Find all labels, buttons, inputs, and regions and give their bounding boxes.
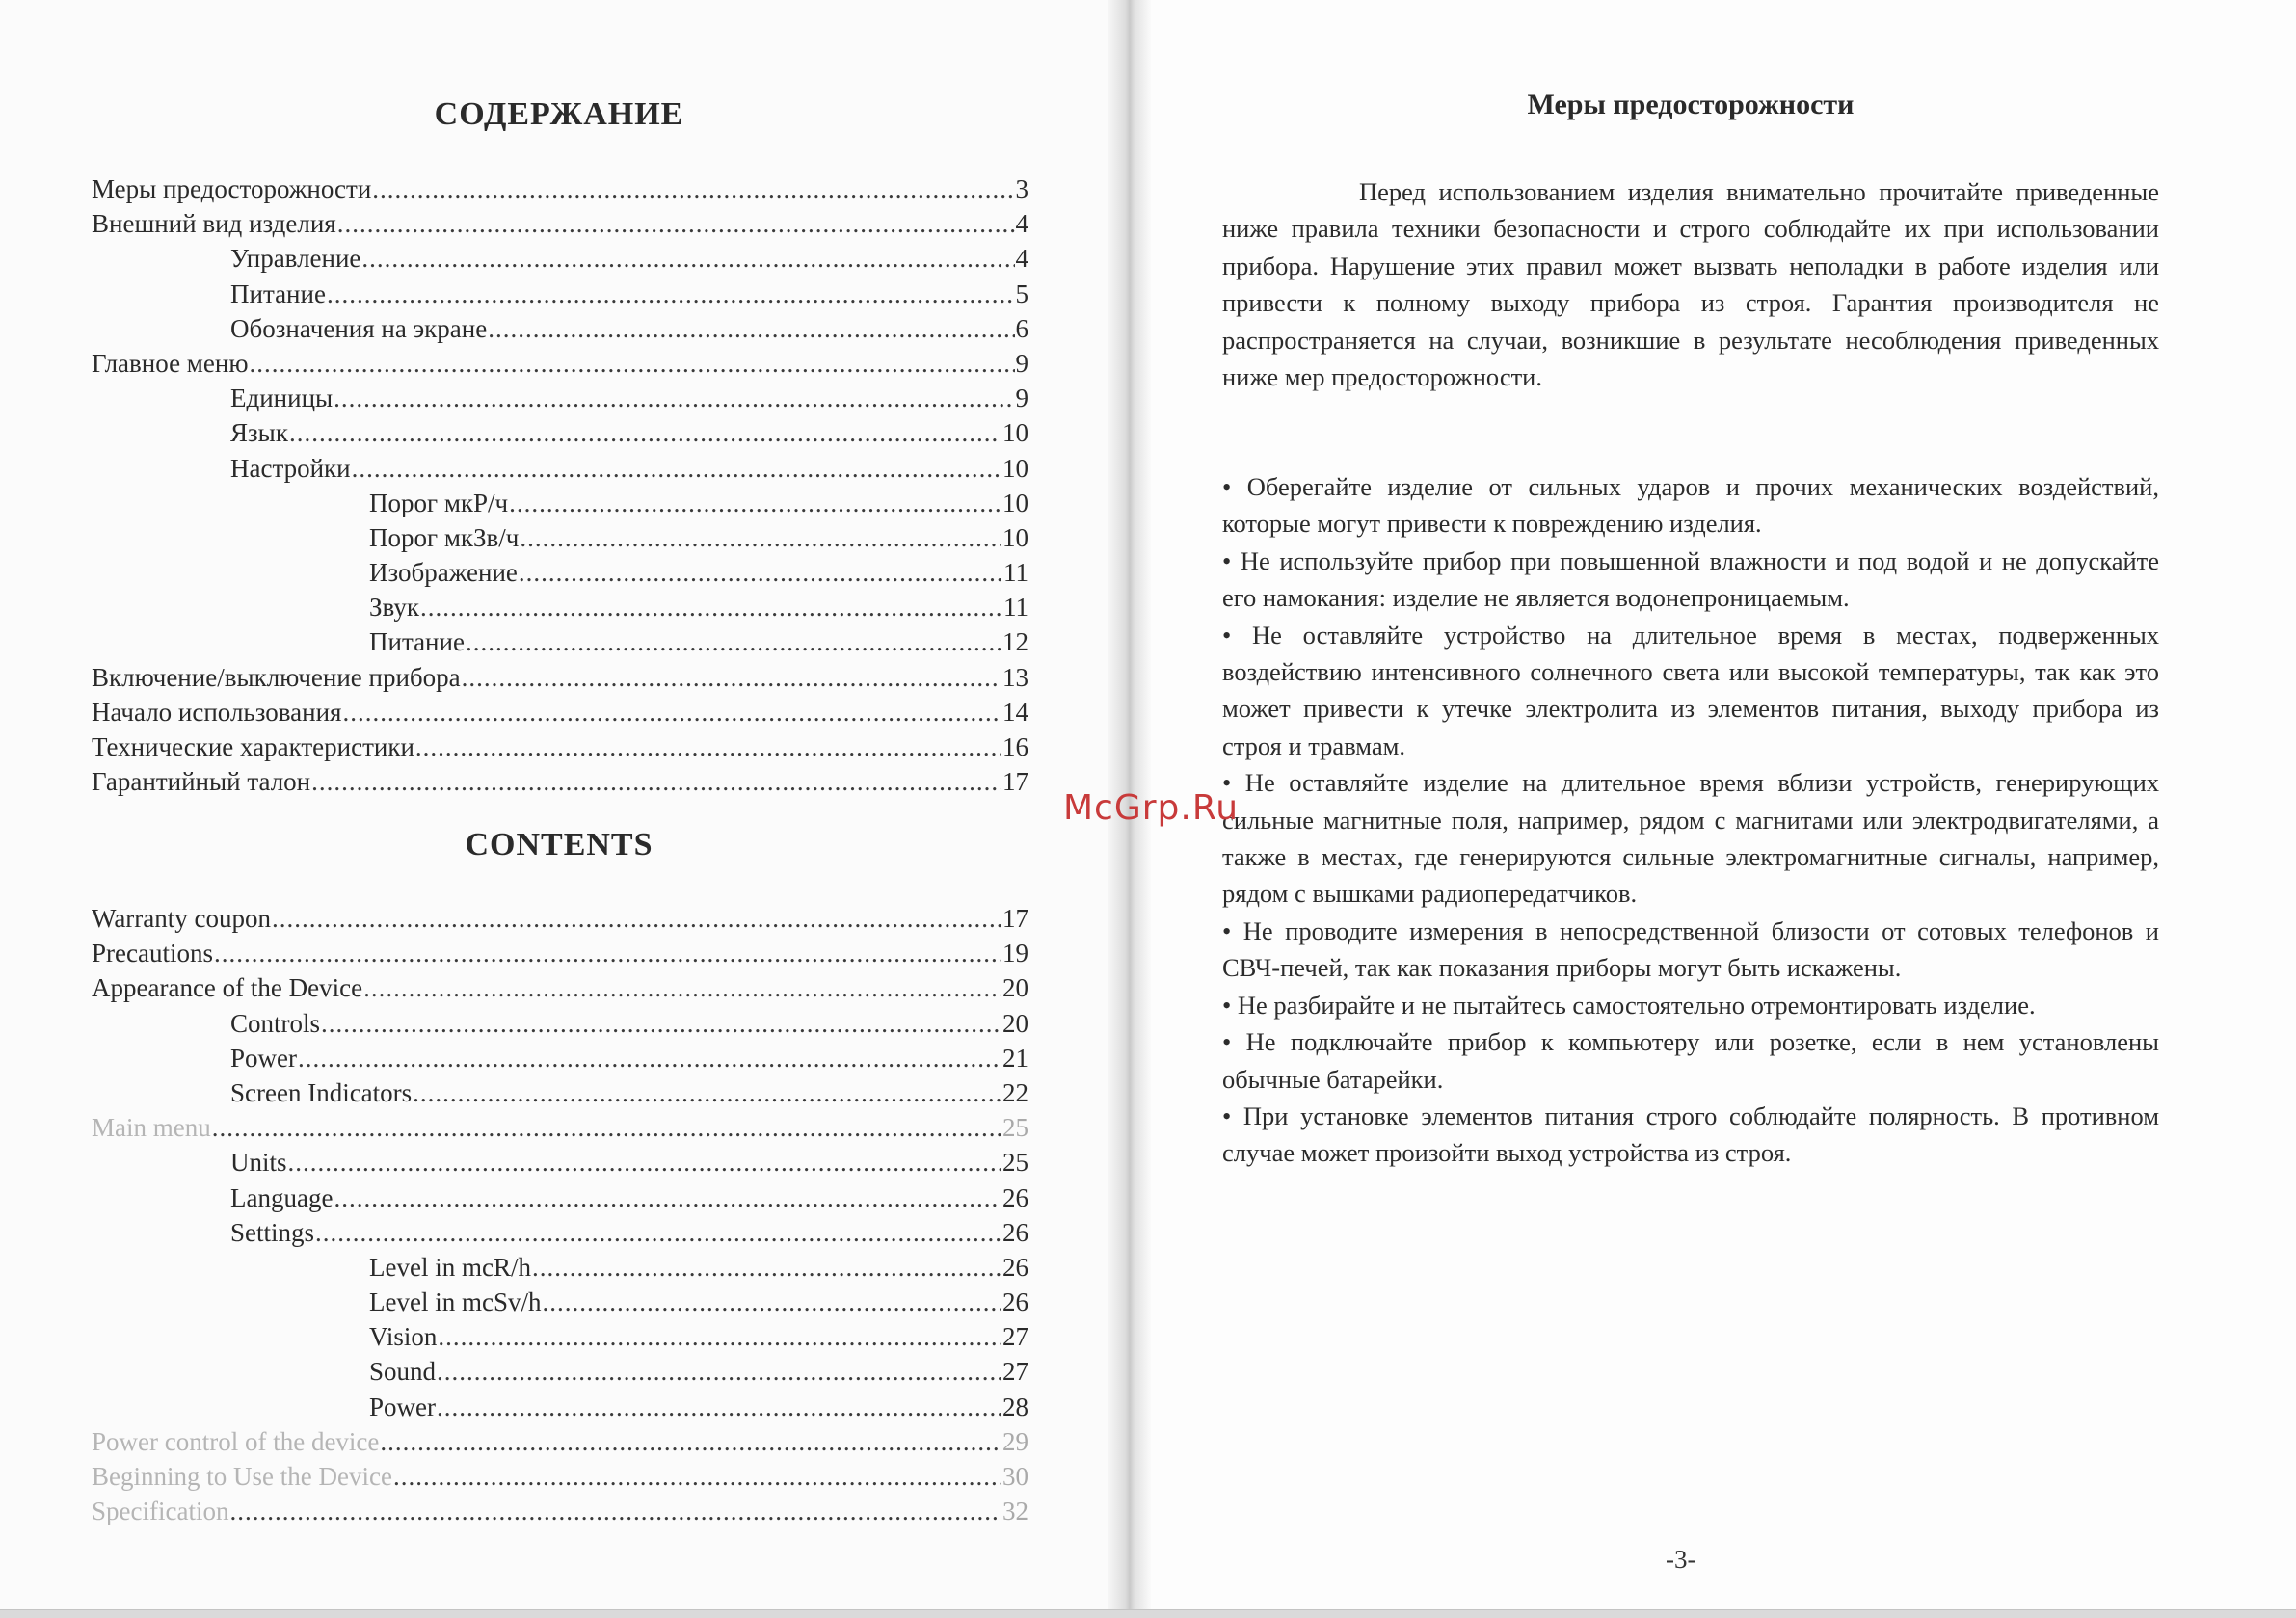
toc-entry <box>92 1006 1028 1041</box>
toc-dot-leader <box>393 1459 1001 1494</box>
toc-entry <box>92 277 1028 311</box>
precautions-intro: Перед использованием изделия внимательно прочитайте приведенные ниже правила техники безопасности и строго соблюдайте их при использовании прибора. Нарушение этих правил может вызвать неполадки в работе изделия или привести к полному выходу прибора из строя. Гарантия производителя не распространяется на случаи, возникшие в результате несоблюдения приведенных ниже мер предосторожности. <box>1222 177 2159 392</box>
toc-entry-title: Vision <box>369 1322 438 1352</box>
toc-dot-leader <box>334 381 1014 415</box>
toc-entry <box>92 1494 1028 1528</box>
toc-entry-page: 27 <box>1002 1322 1028 1352</box>
toc-entry-page: 25 <box>1002 1148 1028 1178</box>
toc-entry-page: 9 <box>1015 348 1028 378</box>
toc-entry-page: 10 <box>1002 522 1028 552</box>
toc-entry <box>92 695 1028 729</box>
toc-entry <box>92 624 1028 659</box>
precaution-item: • При установке элементов питания строго соблюдайте полярность. В противном случае может произойти выход устройства из строя. <box>1222 1101 2159 1168</box>
toc-dot-leader <box>289 415 1001 450</box>
toc-entry <box>92 555 1028 590</box>
toc-entry-title: Language <box>230 1182 334 1212</box>
toc-entry <box>92 660 1028 695</box>
toc-entry-title: Settings <box>230 1217 315 1247</box>
toc-dot-leader <box>342 695 1001 729</box>
toc-entry-title: Управление <box>230 244 361 274</box>
toc-dot-leader <box>488 311 1014 346</box>
toc-dot-leader <box>519 555 1002 590</box>
toc-entry-title: Sound <box>369 1357 437 1387</box>
toc-dot-leader <box>352 451 1001 486</box>
toc-dot-leader <box>229 1494 1001 1528</box>
toc-entry <box>92 1424 1028 1459</box>
toc-dot-leader <box>437 1390 1001 1424</box>
toc-entry-page: 30 <box>1002 1462 1028 1491</box>
toc-entry-page: 3 <box>1015 174 1028 203</box>
toc-entry-page: 22 <box>1002 1077 1028 1107</box>
precautions-bullets <box>1222 468 2159 1172</box>
toc-entry <box>92 1215 1028 1250</box>
toc-entry <box>92 451 1028 486</box>
toc-entry <box>92 1354 1028 1389</box>
toc-entry-page: 14 <box>1002 697 1028 727</box>
toc-entry-title: Level in mcSv/h <box>369 1287 542 1317</box>
toc-entry-page: 10 <box>1002 488 1028 517</box>
toc-entry <box>92 1075 1028 1110</box>
toc-entry-title: Изображение <box>369 558 518 588</box>
toc-entry <box>92 1145 1028 1180</box>
toc-entry-title: Appearance of the Device <box>92 973 363 1003</box>
toc-entry <box>92 1110 1028 1145</box>
toc-en-list <box>92 901 1028 1528</box>
toc-dot-leader <box>214 936 1001 970</box>
toc-entry-title: Включение/выключение прибора <box>92 662 461 692</box>
toc-entry-title: Power <box>369 1392 436 1421</box>
toc-entry <box>92 1285 1028 1319</box>
toc-entry <box>92 729 1028 764</box>
toc-entry <box>92 901 1028 936</box>
toc-dot-leader <box>372 172 1014 206</box>
toc-entry <box>92 415 1028 450</box>
toc-dot-leader <box>337 206 1015 241</box>
toc-entry-title: Настройки <box>230 453 351 483</box>
toc-entry-page: 11 <box>1003 593 1028 623</box>
toc-entry-title: Precautions <box>92 939 213 968</box>
toc-dot-leader <box>462 660 1001 695</box>
toc-entry-title: Единицы <box>230 384 334 413</box>
toc-entry-page: 29 <box>1002 1426 1028 1456</box>
toc-ru-list <box>92 172 1028 799</box>
toc-entry-title: Beginning to Use the Device <box>92 1462 392 1491</box>
precaution-item: • Не используйте прибор при повышенной влажности и под водой и не допускайте его намокания: изделие не является водонепроницаемым. <box>1222 545 2159 613</box>
toc-entry-page: 27 <box>1002 1357 1028 1387</box>
precautions-title: Меры предосторожности <box>1527 89 1855 120</box>
toc-entry-page: 13 <box>1002 662 1028 692</box>
toc-entry <box>92 206 1028 241</box>
toc-entry-title: Controls <box>230 1008 321 1038</box>
toc-en-title: CONTENTS <box>465 827 654 862</box>
toc-entry-page: 26 <box>1002 1217 1028 1247</box>
toc-entry-page: 28 <box>1002 1392 1028 1421</box>
toc-entry-title: Power <box>230 1043 297 1073</box>
precaution-item: • Не проводите измерения в непосредственной близости от сотовых телефонов и СВЧ-печей, так как показания приборы могут быть искажены. <box>1222 915 2159 983</box>
toc-entry-page: 10 <box>1002 453 1028 483</box>
toc-entry-page: 9 <box>1015 384 1028 413</box>
toc-entry-page: 6 <box>1015 313 1028 343</box>
toc-entry <box>92 172 1028 206</box>
toc-entry <box>92 970 1028 1005</box>
toc-dot-leader <box>288 1145 1001 1180</box>
toc-entry-title: Units <box>230 1148 287 1178</box>
toc-dot-leader <box>437 1354 1001 1389</box>
toc-entry <box>92 764 1028 799</box>
toc-entry-title: Питание <box>369 627 465 657</box>
toc-dot-leader <box>520 520 1001 555</box>
toc-entry-title: Язык <box>230 418 288 448</box>
page-bottom-edge <box>0 1609 2296 1618</box>
toc-dot-leader <box>542 1285 1001 1319</box>
toc-entry <box>92 1319 1028 1354</box>
toc-entry-page: 4 <box>1015 244 1028 274</box>
toc-entry-title: Питание <box>230 279 326 308</box>
toc-dot-leader <box>509 486 1001 520</box>
toc-dot-leader <box>334 1180 1001 1215</box>
toc-dot-leader <box>363 970 1001 1005</box>
toc-entry-title: Порог мкР/ч <box>369 488 509 517</box>
toc-entry-page: 26 <box>1002 1287 1028 1317</box>
toc-entry-page: 12 <box>1002 627 1028 657</box>
toc-entry-title: Звук <box>369 593 419 623</box>
toc-entry <box>92 346 1028 381</box>
precaution-item: • Не подключайте прибор к компьютеру или розетке, если в нем установлены обычные батарейки. <box>1222 1027 2159 1094</box>
toc-entry-page: 10 <box>1002 418 1028 448</box>
toc-dot-leader <box>272 901 1001 936</box>
toc-dot-leader <box>298 1041 1001 1075</box>
toc-entry-page: 25 <box>1002 1113 1028 1143</box>
toc-dot-leader <box>420 590 1002 624</box>
toc-dot-leader <box>250 346 1015 381</box>
toc-entry-page: 26 <box>1002 1182 1028 1212</box>
page-number: -3- <box>1666 1545 1696 1574</box>
watermark: McGrp.Ru <box>1063 788 1240 828</box>
toc-entry-page: 20 <box>1002 973 1028 1003</box>
toc-ru-title: СОДЕРЖАНИЕ <box>434 96 684 132</box>
toc-dot-leader <box>361 241 1014 276</box>
precaution-item: • Не разбирайте и не пытайтесь самостоятельно отремонтировать изделие. <box>1222 990 2036 1020</box>
toc-entry-title: Обозначения на экране <box>230 313 488 343</box>
toc-entry-title: Power control of the device <box>92 1426 380 1456</box>
toc-entry <box>92 311 1028 346</box>
precaution-item: • Не оставляйте изделие на длительное время вблизи устройств, генерирующих сильные магнитные поля, например, рядом с магнитами или электродвигателями, а также в местах, где генерируются сильные электромагнитные сигналы, например, рядом с вышками радиопередатчиков. <box>1222 768 2159 909</box>
toc-entry <box>92 590 1028 624</box>
toc-entry-title: Warranty coupon <box>92 904 272 933</box>
toc-entry <box>92 381 1028 415</box>
toc-dot-leader <box>212 1110 1001 1145</box>
toc-entry-title: Level in mcR/h <box>369 1252 531 1282</box>
toc-entry-page: 16 <box>1002 732 1028 761</box>
toc-dot-leader <box>532 1250 1001 1285</box>
toc-entry-page: 17 <box>1002 767 1028 797</box>
precaution-item: • Оберегайте изделие от сильных ударов и прочих механических воздействий, которые могут привести к повреждению изделия. <box>1222 472 2159 539</box>
toc-entry <box>92 520 1028 555</box>
toc-entry <box>92 1041 1028 1075</box>
toc-entry <box>92 1250 1028 1285</box>
toc-dot-leader <box>380 1424 1001 1459</box>
toc-dot-leader <box>415 729 1001 764</box>
toc-entry-title: Specification <box>92 1497 229 1526</box>
toc-entry-title: Гарантийный талон <box>92 767 311 797</box>
toc-dot-leader <box>321 1006 1001 1041</box>
toc-entry <box>92 241 1028 276</box>
toc-entry <box>92 1180 1028 1215</box>
toc-dot-leader <box>466 624 1001 659</box>
precaution-item: • Не оставляйте устройство на длительное время в местах, подверженных воздействию интенсивного солнечного света или высокой температуры, так как это может привести к утечке электролита из элементов питания, выходу прибора из строя и травмам. <box>1222 620 2159 760</box>
toc-dot-leader <box>327 277 1015 311</box>
toc-entry <box>92 936 1028 970</box>
toc-entry-title: Порог мкЗв/ч <box>369 522 520 552</box>
toc-entry-title: Начало использования <box>92 697 342 727</box>
toc-entry-title: Main menu <box>92 1113 211 1143</box>
toc-entry-page: 20 <box>1002 1008 1028 1038</box>
toc-entry-title: Меры предосторожности <box>92 174 372 203</box>
toc-dot-leader <box>315 1215 1001 1250</box>
toc-entry-title: Технические характеристики <box>92 732 414 761</box>
toc-entry-page: 19 <box>1002 939 1028 968</box>
toc-entry <box>92 1459 1028 1494</box>
toc-entry-page: 4 <box>1015 209 1028 239</box>
toc-dot-leader <box>438 1319 1001 1354</box>
toc-entry-page: 32 <box>1002 1497 1028 1526</box>
toc-entry-page: 5 <box>1015 279 1028 308</box>
toc-entry <box>92 486 1028 520</box>
toc-entry-title: Screen Indicators <box>230 1077 413 1107</box>
toc-entry <box>92 1390 1028 1424</box>
toc-entry-page: 17 <box>1002 904 1028 933</box>
toc-dot-leader <box>413 1075 1001 1110</box>
toc-entry-page: 26 <box>1002 1252 1028 1282</box>
toc-dot-leader <box>311 764 1001 799</box>
toc-entry-title: Внешний вид изделия <box>92 209 336 239</box>
toc-entry-title: Главное меню <box>92 348 249 378</box>
toc-entry-page: 11 <box>1003 558 1028 588</box>
toc-entry-page: 21 <box>1002 1043 1028 1073</box>
